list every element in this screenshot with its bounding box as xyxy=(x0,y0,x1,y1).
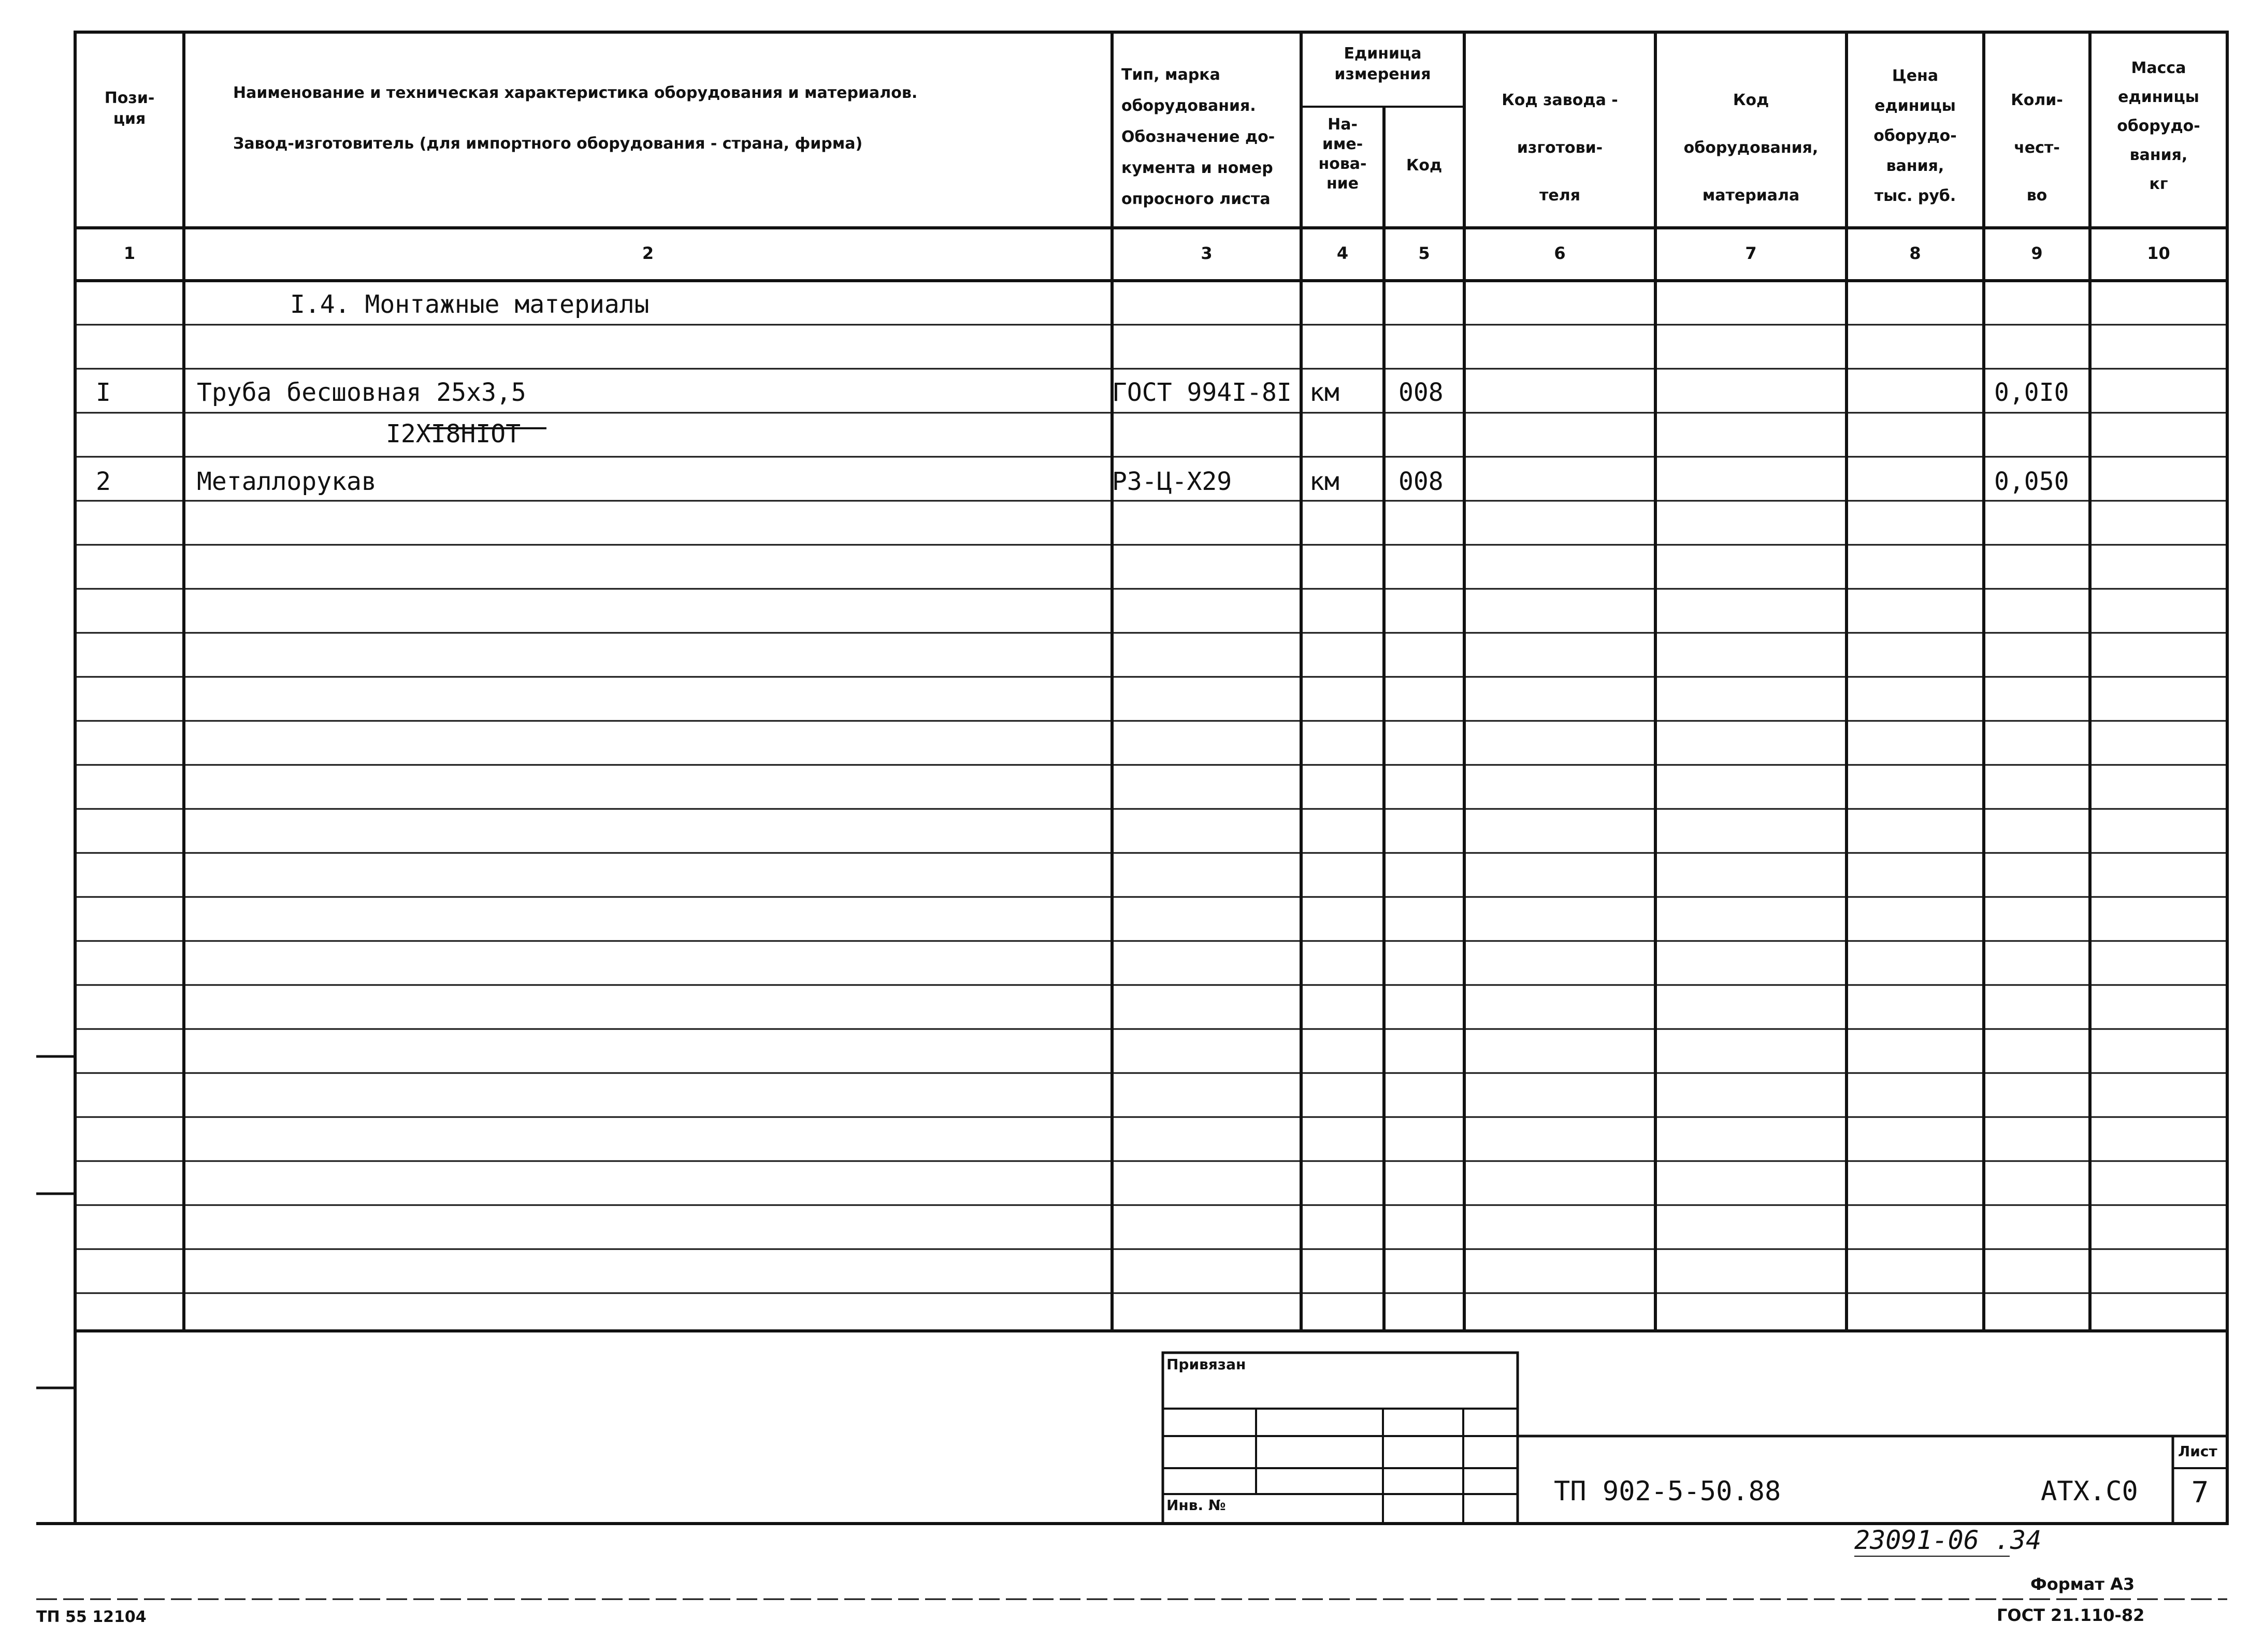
format-label: Формат А3 xyxy=(2030,1574,2135,1594)
row-2-position: 2 xyxy=(96,467,111,496)
stamp-document-code: АТХ.С0 xyxy=(2041,1476,2138,1507)
row-2-name: Металлорукав xyxy=(197,467,377,496)
row-1-unit: км xyxy=(1309,378,1339,407)
stamp-document-number: ТП 902-5-50.88 xyxy=(1554,1476,1781,1507)
stamp-inventory-number: Инв. № xyxy=(1166,1497,1226,1514)
column-number: 4 xyxy=(1336,243,1349,263)
header-name-line1: Наименование и техническая характеристика оборудования и материалов. xyxy=(233,84,918,102)
header-quantity: Коли- чест- во xyxy=(2011,91,2063,205)
row-2-unit: км xyxy=(1309,467,1339,496)
header-factory-code: Код завода - изготови- теля xyxy=(1502,91,1618,205)
album-code: ТП 55 12104 xyxy=(36,1608,147,1626)
header-type-mark: Тип, марка оборудования. Обозначение до- кумента и номер опросного листа xyxy=(1121,66,1275,208)
header-unit-group: Единица измерения xyxy=(1334,45,1431,83)
stamp-sheet-label: Лист xyxy=(2178,1443,2217,1460)
row-1-name: Труба бесшовная 25х3,5 xyxy=(197,378,526,407)
column-number: 1 xyxy=(123,243,136,263)
row-2-unit-code: 008 xyxy=(1398,467,1444,496)
row-1-position: I xyxy=(96,378,111,407)
column-number: 10 xyxy=(2147,243,2170,263)
header-position: Пози- ция xyxy=(104,89,155,128)
row-2-document: Р3-Ц-Х29 xyxy=(1112,467,1232,496)
stamp-sheet-number: 7 xyxy=(2191,1476,2209,1510)
row-1-material-grade: I2XI8HIOT xyxy=(386,419,521,448)
row-2-quantity: 0,050 xyxy=(1994,467,2069,496)
header-name-line2: Завод-изготовитель (для импортного оборудования - страна, фирма) xyxy=(233,135,863,153)
header-unit-mass: Масса единицы оборудо- вания, кг xyxy=(2117,59,2200,193)
column-number: 3 xyxy=(1201,243,1213,263)
header-unit-code: Код xyxy=(1406,156,1443,175)
column-number: 8 xyxy=(1909,243,1921,263)
column-number: 7 xyxy=(1745,243,1757,263)
section-title: I.4. Монтажные материалы xyxy=(290,290,650,319)
header-equipment-code: Код оборудования, материала xyxy=(1683,91,1819,205)
archive-number: 23091-06 .34 xyxy=(1854,1525,2042,1555)
column-number: 9 xyxy=(2031,243,2043,263)
column-number: 5 xyxy=(1418,243,1430,263)
column-number: 2 xyxy=(642,243,654,263)
row-1-document: ГОСТ 994I-8I xyxy=(1112,378,1292,407)
column-number: 6 xyxy=(1554,243,1566,263)
row-1-quantity: 0,0I0 xyxy=(1994,378,2069,407)
header-unit-name: На- име- нова- ние xyxy=(1318,115,1367,193)
header-unit-price: Цена единицы оборудо- вания, тыс. руб. xyxy=(1873,67,1957,205)
stamp-privyazan: Привязан xyxy=(1166,1356,1246,1373)
gost-reference: ГОСТ 21.110-82 xyxy=(1997,1605,2145,1625)
row-1-unit-code: 008 xyxy=(1398,378,1444,407)
